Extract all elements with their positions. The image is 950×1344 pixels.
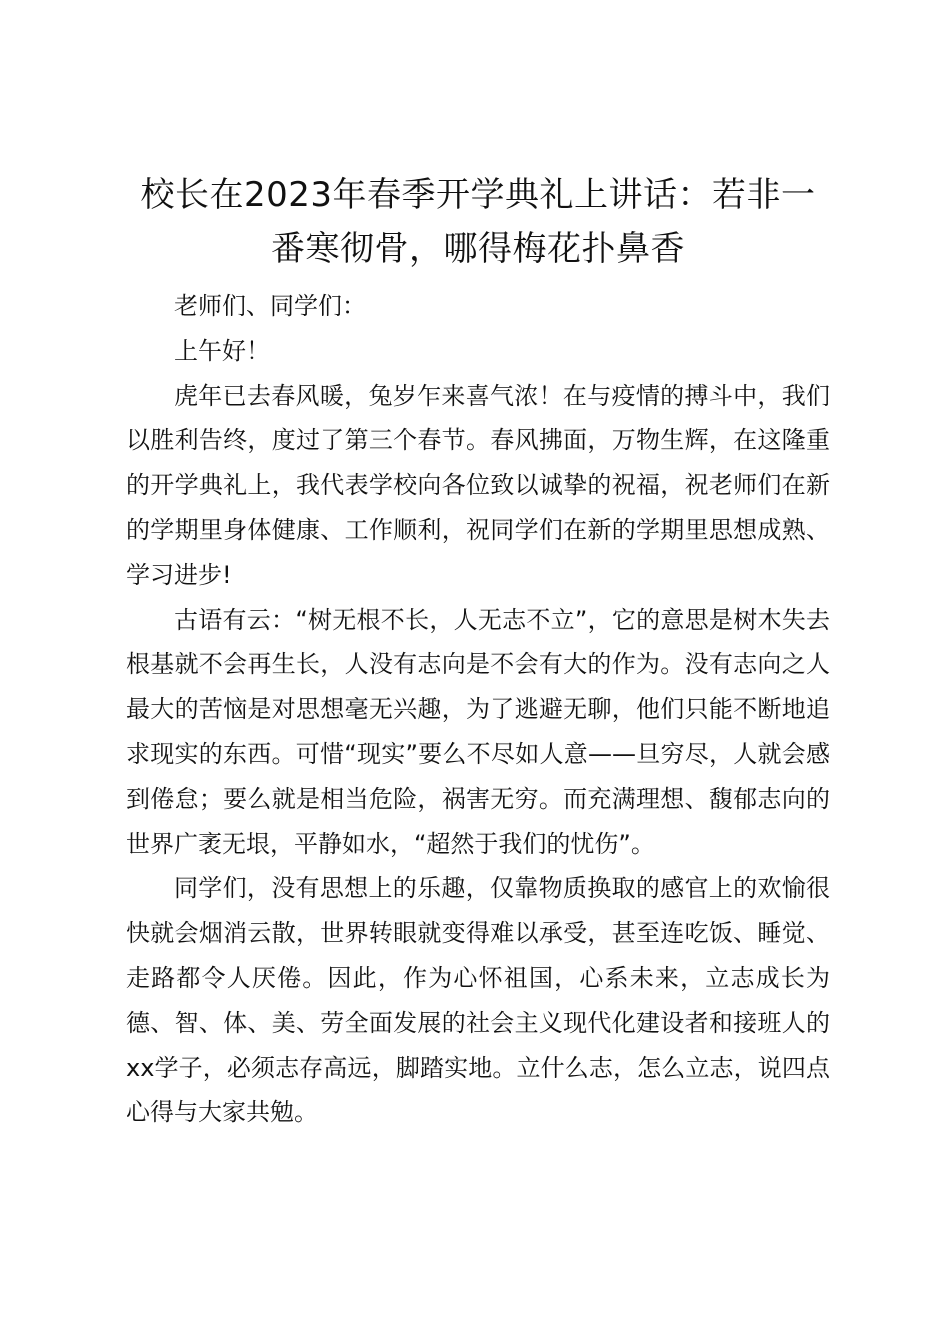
- document-body: [126, 284, 830, 1135]
- paragraph-greeting: 老师们、同学们：: [174, 292, 366, 320]
- document-title: 校长在2023年春季开学典礼上讲话：若非一番寒彻骨，哪得梅花扑鼻香: [140, 175, 816, 269]
- paragraph: 古语有云：“树无根不长，人无志不立”，它的意思是树木失去根基就不会再生长，人没有志向是不会有大的作为。没有志向之人最大的苦恼是对思想毫无兴趣，为了逃避无聊，他们只能不断地追求现实的东西。可惜“现实”要么不尽如人意——旦穷尽，人就会感到倦怠；要么就是相当危险，祸害无穷。而充满理想、馥郁志向的世界广袤无垠，平静如水，“超然于我们的忧伤”。: [126, 605, 830, 858]
- paragraph-salutation: 上午好！: [174, 336, 270, 365]
- paragraph: 同学们，没有思想上的乐趣，仅靠物质换取的感官上的欢愉很快就会烟消云散，世界转眼就变得难以承受，甚至连吃饭、睡觉、走路都令人厌倦。因此，作为心怀祖国，心系未来，立志成长为德、智、体、美、劳全面发展的社会主义现代化建设者和接班人的xx学子，必须志存高远，脚踏实地。立什么志，怎么立志，说四点心得与大家共勉。: [126, 874, 830, 1127]
- document-page: [126, 168, 830, 1135]
- paragraph: 虎年已去春风暖，兔岁乍来喜气浓！在与疫情的搏斗中，我们以胜利告终，度过了第三个春节。春风拂面，万物生辉，在这隆重的开学典礼上，我代表学校向各位致以诚挚的祝福，祝老师们在新的学期里身体健康、工作顺利，祝同学们在新的学期里思想成熟、学习进步!: [126, 381, 830, 589]
